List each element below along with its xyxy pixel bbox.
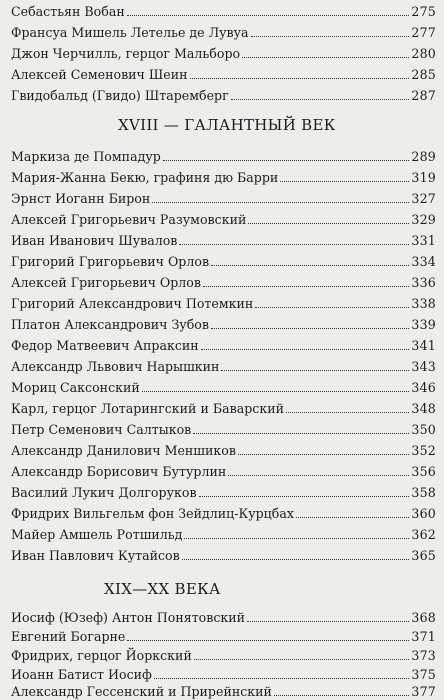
toc-entry-page: 346 bbox=[411, 380, 436, 395]
leader-dots bbox=[274, 694, 409, 696]
toc-entry bbox=[11, 418, 436, 438]
toc-entry-page: 362 bbox=[411, 527, 436, 542]
toc-entry-name: Иван Иванович Шувалов bbox=[11, 233, 178, 248]
toc-entry bbox=[11, 250, 436, 270]
leader-dots bbox=[127, 14, 410, 16]
toc-entry bbox=[11, 334, 436, 354]
toc-entry-name: Григорий Александрович Потемкин bbox=[11, 296, 254, 311]
toc-entry-page: 343 bbox=[411, 359, 436, 374]
toc-entry-name: Петр Семенович Салтыков bbox=[11, 422, 192, 437]
toc-entry bbox=[11, 502, 436, 522]
toc-entry-name: Александр Борисович Бутурлин bbox=[11, 464, 227, 479]
toc-entry bbox=[11, 21, 436, 41]
toc-entry-page: 365 bbox=[411, 548, 436, 563]
toc-entry-name: Евгений Богарне bbox=[11, 629, 126, 644]
toc-entry-page: 277 bbox=[411, 25, 436, 40]
leader-dots bbox=[211, 327, 409, 329]
toc-entry bbox=[11, 42, 436, 62]
toc-entry-name: Иоанн Батист Иосиф bbox=[11, 667, 152, 682]
toc-entry-name: Майер Амшель Ротшильд bbox=[11, 527, 183, 542]
toc-entry-page: 329 bbox=[411, 212, 436, 227]
toc-entry-name: Франсуа Мишель Летелье де Лувуа bbox=[11, 25, 249, 40]
toc-entry-page: 341 bbox=[411, 338, 436, 353]
toc-entry bbox=[11, 355, 436, 375]
toc-entry-name: Алексей Семенович Шеин bbox=[11, 67, 188, 82]
toc-entry-name: Иосиф (Юзеф) Антон Понятовский bbox=[11, 610, 246, 625]
toc-entry-name: Василий Лукич Долгоруков bbox=[11, 485, 197, 500]
leader-dots bbox=[247, 620, 409, 622]
toc-entry-page: 375 bbox=[411, 667, 436, 682]
toc-entry-page: 336 bbox=[411, 275, 436, 290]
leader-dots bbox=[199, 495, 410, 497]
leader-dots bbox=[251, 35, 410, 37]
toc-entry-name: Мориц Саксонский bbox=[11, 380, 140, 395]
leader-dots bbox=[228, 474, 409, 476]
toc-entry-name: Эрнст Иоганн Бирон bbox=[11, 191, 151, 206]
toc-entry-name: Алексей Григорьевич Орлов bbox=[11, 275, 201, 290]
toc-entry-name: Джон Черчилль, герцог Мальборо bbox=[11, 46, 241, 61]
toc-entry-page: 352 bbox=[411, 443, 436, 458]
leader-dots bbox=[231, 98, 410, 100]
toc-entry-name: Себастьян Вобан bbox=[11, 4, 125, 19]
toc-entry bbox=[11, 644, 436, 664]
toc-entry-name: Фридрих Вильгельм фон Зейдлиц-Курцбах bbox=[11, 506, 294, 521]
leader-dots bbox=[193, 432, 409, 434]
toc-entry-name: Александр Гессенский и Прирейнский bbox=[11, 684, 272, 699]
toc-entry-name: Мария-Жанна Бекю, графиня дю Барри bbox=[11, 170, 279, 185]
section-heading: XIX—XX ВЕКА bbox=[104, 580, 221, 598]
leader-dots bbox=[154, 677, 409, 679]
toc-entry-page: 371 bbox=[411, 629, 436, 644]
toc-entry bbox=[11, 625, 436, 645]
leader-dots bbox=[184, 537, 409, 539]
toc-entry-name: Александр Данилович Меншиков bbox=[11, 443, 236, 458]
leader-dots bbox=[194, 658, 410, 660]
leader-dots bbox=[242, 56, 409, 58]
leader-dots bbox=[127, 639, 409, 641]
toc-entry-name: Платон Александрович Зубов bbox=[11, 317, 209, 332]
toc-entry-name: Иван Павлович Кутайсов bbox=[11, 548, 180, 563]
toc-entry bbox=[11, 606, 436, 626]
toc-entry bbox=[11, 187, 436, 207]
toc-entry-name: Маркиза де Помпадур bbox=[11, 149, 161, 164]
toc-entry bbox=[11, 292, 436, 312]
leader-dots bbox=[296, 516, 409, 518]
toc-entry bbox=[11, 680, 436, 700]
toc-entry-name: Федор Матвеевич Апраксин bbox=[11, 338, 199, 353]
toc-entry bbox=[11, 376, 436, 396]
toc-entry-page: 339 bbox=[411, 317, 436, 332]
toc-entry-page: 275 bbox=[411, 4, 436, 19]
toc-entry-page: 334 bbox=[411, 254, 436, 269]
leader-dots bbox=[179, 243, 409, 245]
toc-entry bbox=[11, 63, 436, 83]
toc-entry-page: 368 bbox=[411, 610, 436, 625]
toc-entry bbox=[11, 229, 436, 249]
toc-entry-page: 356 bbox=[411, 464, 436, 479]
toc-entry bbox=[11, 271, 436, 291]
toc-entry-name: Фридрих, герцог Йоркский bbox=[11, 648, 192, 663]
leader-dots bbox=[182, 558, 410, 560]
toc-entry bbox=[11, 0, 436, 20]
toc-entry-name: Гвидобальд (Гвидо) Штаремберг bbox=[11, 88, 229, 103]
toc-entry bbox=[11, 397, 436, 417]
leader-dots bbox=[286, 411, 409, 413]
leader-dots bbox=[280, 180, 409, 182]
leader-dots bbox=[163, 159, 410, 161]
toc-entry-page: 280 bbox=[411, 46, 436, 61]
toc-entry-page: 377 bbox=[411, 684, 436, 699]
toc-entry bbox=[11, 481, 436, 501]
toc-entry-page: 360 bbox=[411, 506, 436, 521]
toc-entry-page: 289 bbox=[411, 149, 436, 164]
toc-entry bbox=[11, 208, 436, 228]
leader-dots bbox=[211, 264, 409, 266]
toc-entry-page: 327 bbox=[411, 191, 436, 206]
leader-dots bbox=[203, 285, 409, 287]
toc-entry-page: 348 bbox=[411, 401, 436, 416]
toc-entry bbox=[11, 460, 436, 480]
toc-entry bbox=[11, 166, 436, 186]
toc-entry-page: 287 bbox=[411, 88, 436, 103]
toc-entry bbox=[11, 439, 436, 459]
toc-entry-page: 331 bbox=[411, 233, 436, 248]
toc-entry-name: Карл, герцог Лотарингский и Баварский bbox=[11, 401, 284, 416]
toc-entry bbox=[11, 145, 436, 165]
leader-dots bbox=[248, 222, 409, 224]
toc-entry-name: Григорий Григорьевич Орлов bbox=[11, 254, 210, 269]
toc-entry bbox=[11, 84, 436, 104]
leader-dots bbox=[201, 348, 410, 350]
leader-dots bbox=[190, 77, 410, 79]
toc-entry-page: 358 bbox=[411, 485, 436, 500]
toc-entry-name: Александр Львович Нарышкин bbox=[11, 359, 220, 374]
leader-dots bbox=[238, 453, 409, 455]
toc-entry-name: Алексей Григорьевич Разумовский bbox=[11, 212, 247, 227]
leader-dots bbox=[221, 369, 409, 371]
toc-entry bbox=[11, 544, 436, 564]
toc-entry-page: 350 bbox=[411, 422, 436, 437]
toc-entry-page: 338 bbox=[411, 296, 436, 311]
toc-entry-page: 319 bbox=[411, 170, 436, 185]
toc-entry-page: 285 bbox=[411, 67, 436, 82]
section-heading: XVIII — ГАЛАНТНЫЙ ВЕК bbox=[118, 116, 336, 134]
toc-entry bbox=[11, 523, 436, 543]
toc-entry-page: 373 bbox=[411, 648, 436, 663]
leader-dots bbox=[152, 201, 409, 203]
leader-dots bbox=[255, 306, 409, 308]
toc-entry bbox=[11, 313, 436, 333]
leader-dots bbox=[142, 390, 410, 392]
